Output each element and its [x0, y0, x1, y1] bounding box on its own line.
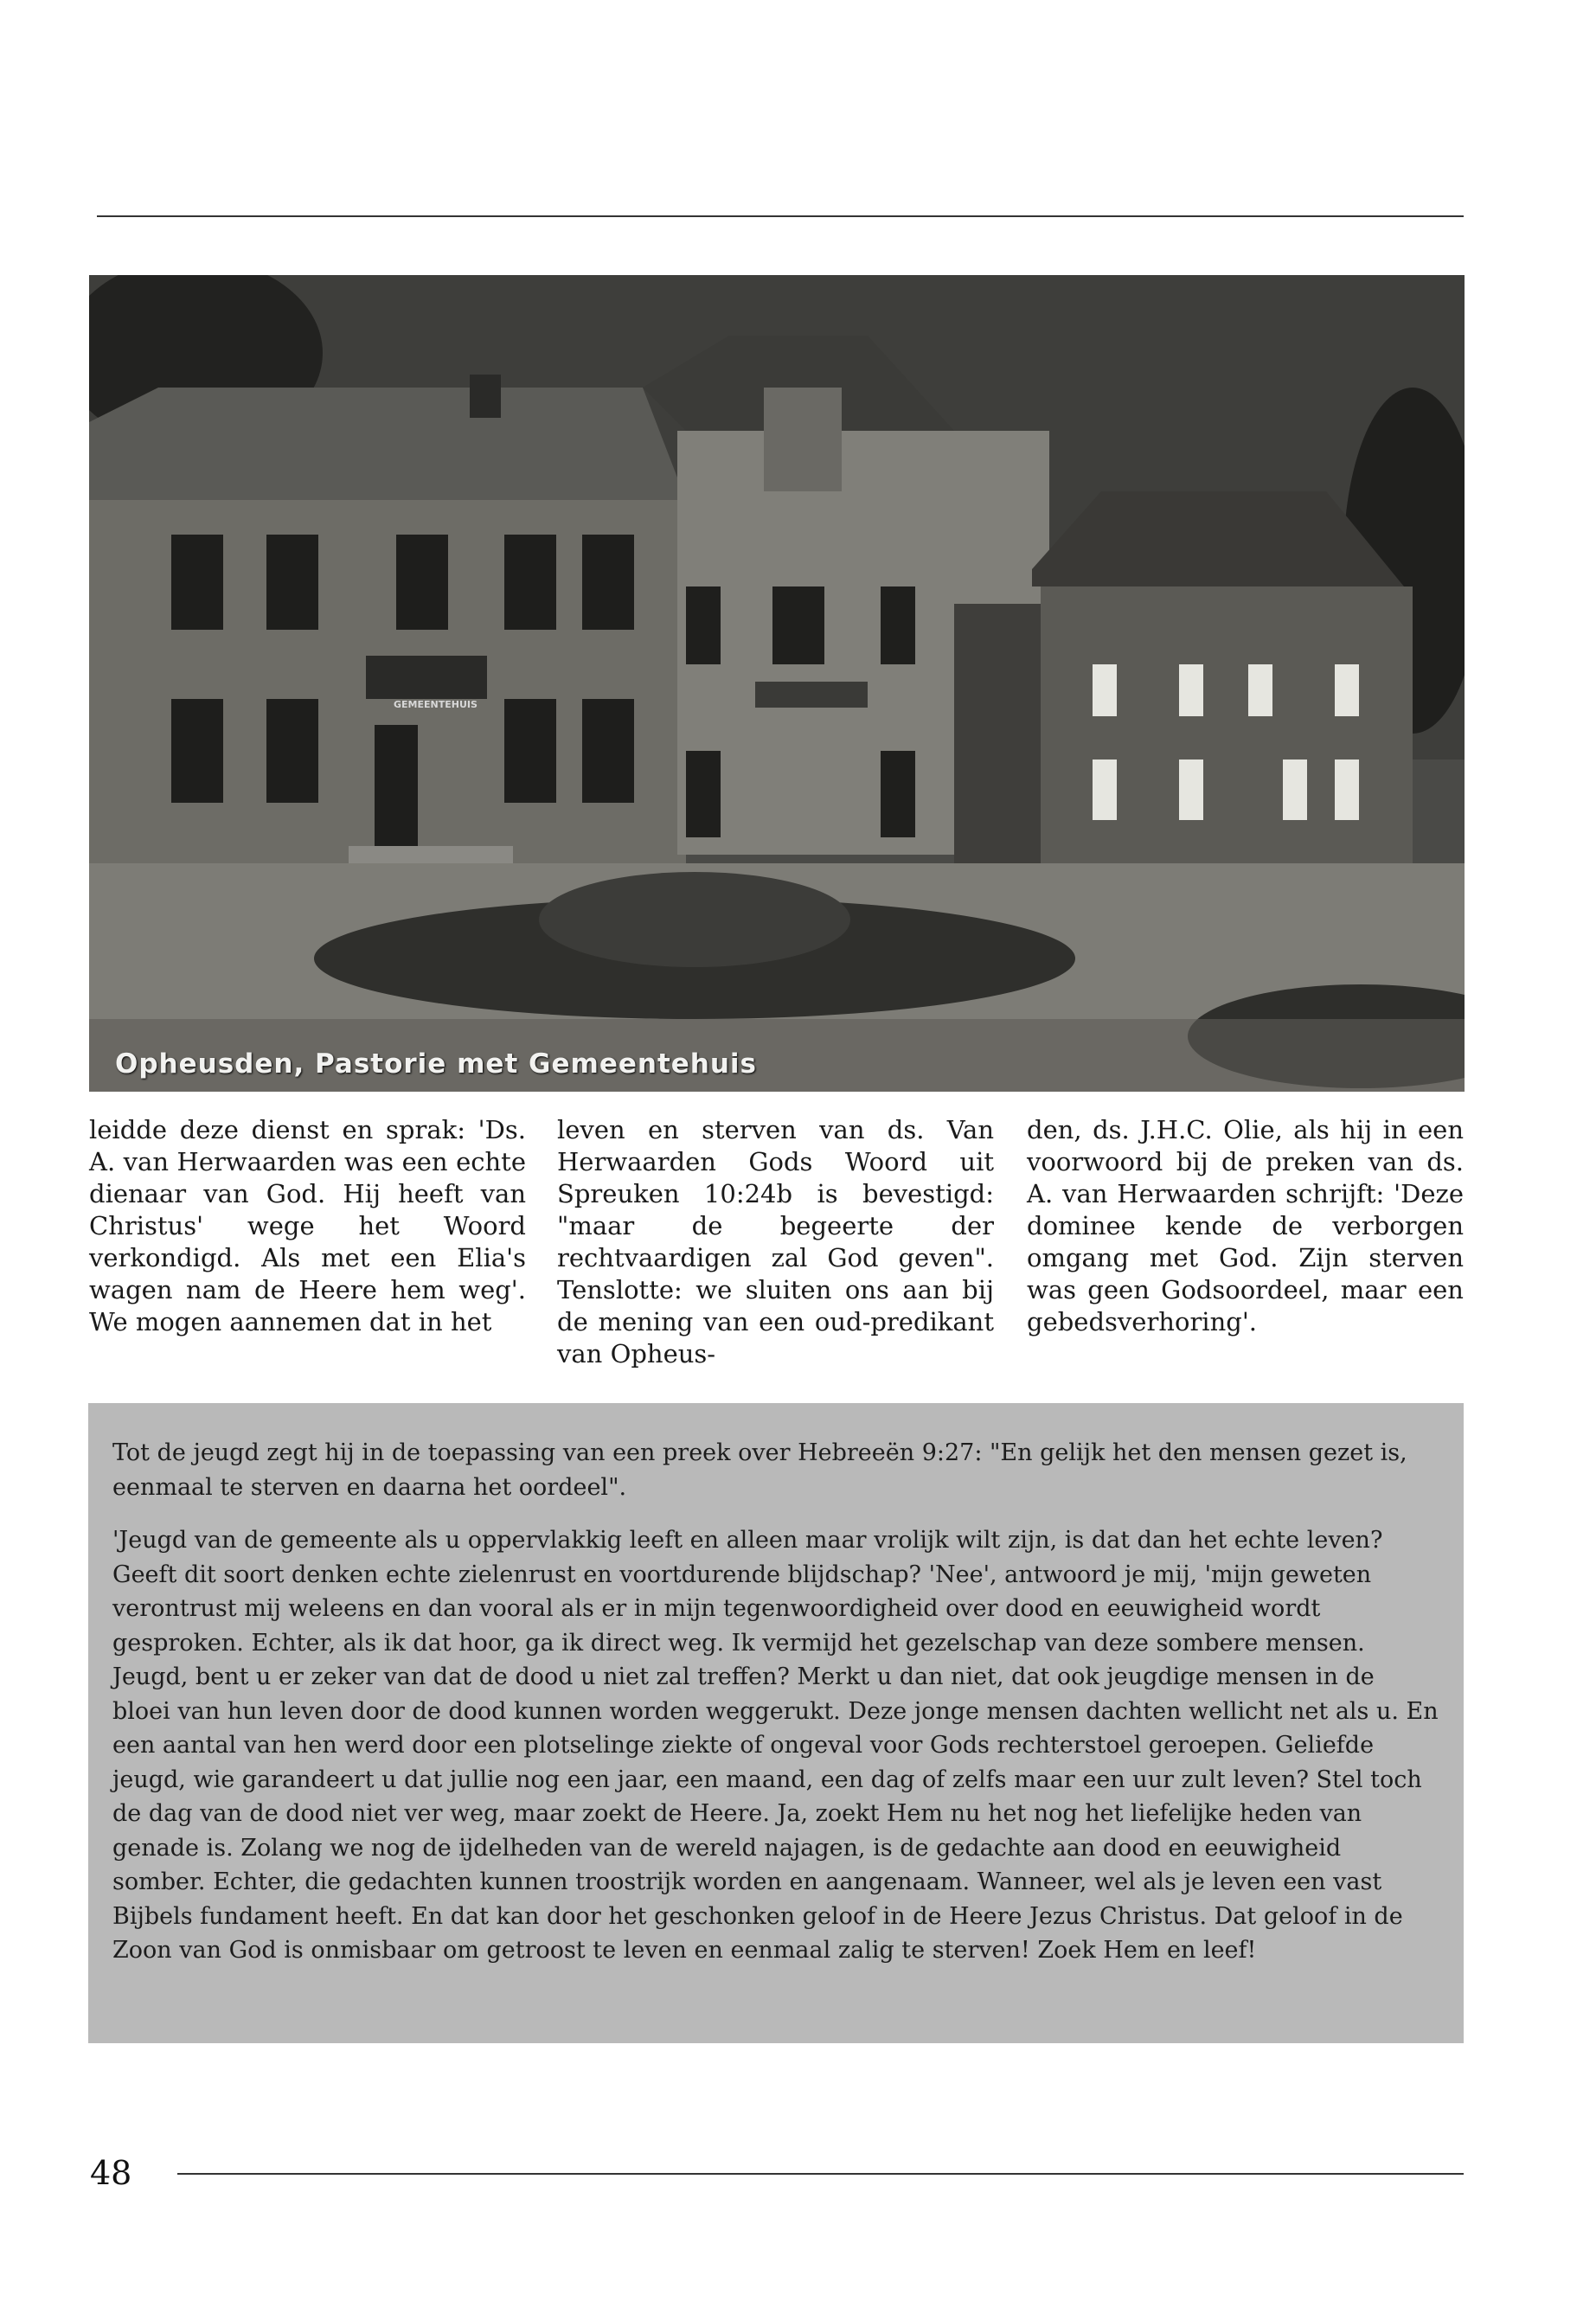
quote-box — [88, 1403, 1464, 2043]
page-number: 48 — [90, 2154, 132, 2192]
quote-intro: Tot de jeugd zegt hij in de toepassing van een preek over Hebreeën 9:27: "En gelijk het den mensen gezet is, eenmaal te sterven en daarna het oordeel". — [112, 1439, 1407, 1501]
text-column-3: den, ds. J.H.C. Olie, als hij in een voorwoord bij de preken van ds. A. van Herwaarden schrijft: 'Deze dominee kende de verborgen omgang met God. Zijn sterven was geen Godsoordeel, maar een gebedsverhoring'. — [1027, 1115, 1464, 1336]
text-column-1: leidde deze dienst en sprak: 'Ds. A. van Herwaarden was een echte dienaar van God. Hij heeft van Christus' wege het Woord verkondigd. Als met een Elia's wagen nam de Heere hem weg'. We mogen aannemen dat in het — [89, 1115, 526, 1336]
building-sign: GEMEENTEHUIS — [394, 699, 478, 710]
photo-caption: Opheusden, Pastorie met Gemeentehuis — [115, 1048, 758, 1080]
historic-photo — [89, 275, 1465, 1092]
bottom-rule — [177, 2173, 1464, 2175]
photo-illustration — [89, 275, 1465, 1092]
quote-body: 'Jeugd van de gemeente als u oppervlakkig leeft en alleen maar vrolijk wilt zijn, is dat dan het echte leven? Geeft dit soort denken echte zielenrust en voortdurende blijdschap? 'Nee', antwoord je mij, 'mijn geweten verontrust mij weleens en dan vooral als er in mijn tegenwoordigheid over dood en eeuwigheid wordt gesproken. Echter, als ik dat hoor, ga ik direct weg. Ik vermijd het gezelschap van deze sombere mensen. Jeugd, bent u er zeker van dat de dood u niet zal treffen? Merkt u dan niet, dat ook jeugdige mensen in de bloei van hun leven door de dood kunnen worden weggerukt. Deze jonge mensen dachten wellicht net als u. En een aantal van hen werd door een plotselinge ziekte of ongeval voor Gods rechterstoel geroepen. Geliefde jeugd, wie garandeert u dat jullie nog een jaar, een maand, een dag of zelfs maar een uur zult leven? Stel toch de dag van de dood niet ver weg, maar zoekt de Heere. Ja, zoekt Hem nu het nog het liefelijke heden van genade is. Zolang we nog de ijdelheden van de wereld najagen, is de gedachte aan dood en eeuwigheid somber. Echter, die gedachten kunnen troostrijk worden en aangenaam. Wanneer, wel als je leven een vast Bijbels fundament heeft. En dat kan door het geschonken geloof in de Heere Jezus Christus. Dat geloof in de Zoon van God is onmisbaar om getroost te leven en eenmaal zalig te sterven! Zoek Hem en leef! — [112, 1527, 1439, 1964]
top-rule — [97, 215, 1464, 217]
text-column-2: leven en sterven van ds. Van Herwaarden Gods Woord uit Spreuken 10:24b is bevestigd: "maar de begeerte der rechtvaardigen zal God geven". Tenslotte: we sluiten ons aan bij de mening van een oud-predikant van Opheus- — [557, 1115, 994, 1368]
